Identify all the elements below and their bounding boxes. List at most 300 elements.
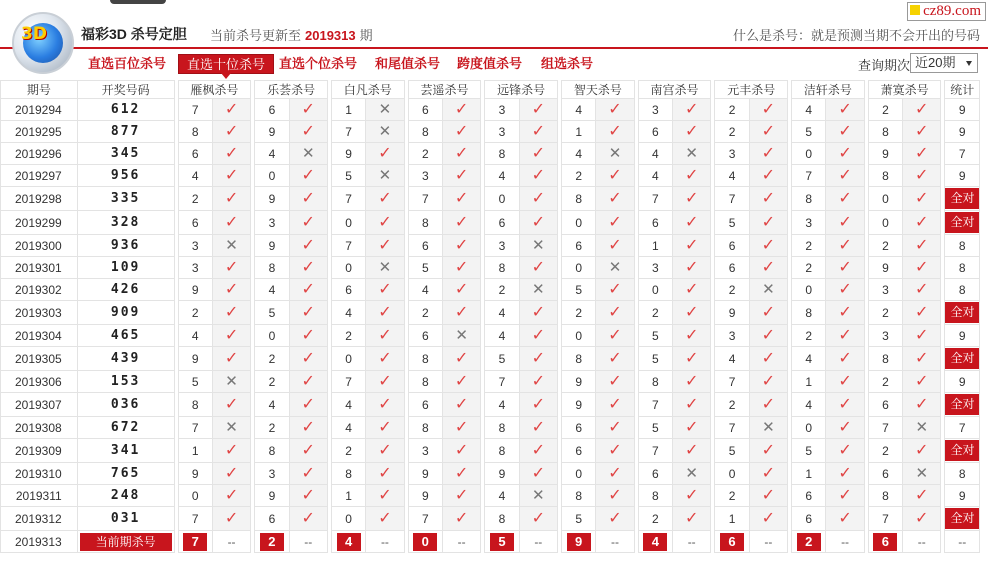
check-icon: ✓ [673,301,711,325]
check-icon: ✓ [826,99,864,121]
kill-number-cell: 9 [868,257,902,279]
kill-number-cell: 3 [868,325,902,347]
page-title: 福彩3D 杀号定胆 [81,26,187,42]
check-icon: ✓ [596,347,634,371]
kill-number-cell: 6 [408,99,442,121]
kill-number-cell: 8 [178,393,212,417]
kill-number-cell: 6 [638,121,672,143]
kill-number-cell: 2 [638,507,672,531]
prediction-number: 4 [643,533,667,551]
kill-number-cell: 3 [255,463,289,485]
cross-icon: ✕ [366,165,404,187]
table-row [1,325,980,347]
kill-number-cell: 9 [562,393,596,417]
check-icon: ✓ [903,393,941,417]
update-prefix: 当前杀号更新至 [210,28,302,43]
prediction-number: 2 [260,533,284,551]
check-icon: ✓ [366,485,404,507]
cross-icon: ✕ [903,417,941,439]
prediction-cell [255,531,289,553]
period-cell: 2019298 [1,187,78,211]
check-icon: ✓ [826,439,864,463]
kill-number-cell: 4 [792,393,826,417]
check-icon: ✓ [212,463,250,485]
table-row [1,417,980,439]
check-icon: ✓ [519,121,557,143]
stat-cell: 9 [945,325,980,347]
kill-number-cell: 3 [638,99,672,121]
kill-number-cell: 8 [485,439,519,463]
kill-number-cell: 5 [638,417,672,439]
check-icon: ✓ [366,279,404,301]
kill-number-cell: 7 [868,507,902,531]
check-icon: ✓ [749,257,787,279]
kill-number-cell: 9 [408,485,442,507]
check-icon: ✓ [289,187,327,211]
cross-icon: ✕ [673,143,711,165]
period-select[interactable] [910,53,978,73]
kill-number-cell: 8 [485,257,519,279]
check-icon: ✓ [366,211,404,235]
kill-number-cell: 8 [562,347,596,371]
kill-number-cell: 3 [792,211,826,235]
check-icon: ✓ [289,507,327,531]
kill-number-cell: 5 [255,301,289,325]
logo-top-decoration [110,0,166,4]
kill-number-cell: 2 [408,143,442,165]
kill-number-cell: 8 [178,121,212,143]
kill-number-cell: 7 [408,187,442,211]
prediction-cell [178,531,212,553]
kill-number-cell: 8 [868,485,902,507]
kill-number-cell: 2 [638,301,672,325]
col-expert-header: 元丰杀号 [715,81,788,99]
check-icon: ✓ [749,393,787,417]
kill-number-cell: 0 [715,463,749,485]
nav-units-kill[interactable]: 直选个位杀号 [279,56,358,71]
check-icon: ✓ [903,371,941,393]
cross-icon: ✕ [289,143,327,165]
check-icon: ✓ [289,439,327,463]
check-icon: ✓ [903,507,941,531]
kill-number-cell: 5 [562,279,596,301]
kill-number-cell: 0 [485,187,519,211]
kill-number-cell: 8 [485,143,519,165]
logo-text: 3D [21,24,47,44]
kill-number-cell: 4 [638,143,672,165]
check-icon: ✓ [903,99,941,121]
check-icon: ✓ [212,393,250,417]
check-icon: ✓ [673,99,711,121]
col-draw-header: 开奖号码 [77,81,174,99]
check-icon: ✓ [519,347,557,371]
check-icon: ✓ [903,347,941,371]
table-row [1,187,980,211]
kill-number-cell: 6 [638,463,672,485]
col-expert-header: 白凡杀号 [331,81,404,99]
prediction-cell [485,531,519,553]
check-icon: ✓ [289,211,327,235]
kill-number-cell: 3 [638,257,672,279]
check-icon: ✓ [442,235,480,257]
kill-number-cell: 0 [178,485,212,507]
pending-mark: -- [749,531,787,553]
kill-number-cell: 1 [638,235,672,257]
period-cell: 2019295 [1,121,78,143]
kill-number-cell: 7 [715,371,749,393]
stat-cell: 7 [945,417,980,439]
table-row [1,121,980,143]
kill-number-cell: 2 [715,485,749,507]
check-icon: ✓ [749,439,787,463]
cross-icon: ✕ [442,325,480,347]
stat-cell: 9 [945,99,980,121]
kill-number-cell: 2 [715,279,749,301]
kill-number-cell: 6 [255,99,289,121]
draw-number-cell: 956 [77,165,174,187]
kill-number-cell: 6 [792,485,826,507]
check-icon: ✓ [749,165,787,187]
prediction-cell [792,531,826,553]
nav-sum-tail-kill[interactable]: 和尾值杀号 [375,56,441,71]
kill-number-cell: 4 [331,417,365,439]
kill-number-cell: 1 [331,485,365,507]
kill-number-cell: 7 [638,187,672,211]
check-icon: ✓ [673,485,711,507]
all-right-badge: 全对 [945,440,979,461]
col-expert-header: 洁轩杀号 [792,81,865,99]
brand-logo[interactable] [907,2,986,21]
check-icon: ✓ [366,463,404,485]
check-icon: ✓ [673,507,711,531]
all-right-badge: 全对 [945,348,979,369]
check-icon: ✓ [903,143,941,165]
kill-table [0,80,980,553]
kill-explanation: 什么是杀号：就是预测当期不会开出的号码 [732,28,980,43]
kill-number-cell: 8 [485,507,519,531]
kill-number-cell: 0 [331,507,365,531]
check-icon: ✓ [442,99,480,121]
kill-number-cell: 2 [562,301,596,325]
cross-icon: ✕ [903,463,941,485]
check-icon: ✓ [749,325,787,347]
check-icon: ✓ [366,187,404,211]
check-icon: ✓ [673,325,711,347]
check-icon: ✓ [366,235,404,257]
check-icon: ✓ [673,347,711,371]
check-icon: ✓ [519,99,557,121]
kill-number-cell: 1 [178,439,212,463]
table-row [1,165,980,187]
kill-number-cell: 8 [562,485,596,507]
kill-number-cell: 4 [331,301,365,325]
kill-number-cell: 8 [408,347,442,371]
kill-number-cell: 4 [562,99,596,121]
check-icon: ✓ [289,463,327,485]
kill-number-cell: 2 [715,121,749,143]
check-icon: ✓ [289,99,327,121]
check-icon: ✓ [212,257,250,279]
kill-number-cell: 2 [331,439,365,463]
check-icon: ✓ [903,187,941,211]
period-cell: 2019296 [1,143,78,165]
check-icon: ✓ [749,301,787,325]
check-icon: ✓ [212,439,250,463]
check-icon: ✓ [596,211,634,235]
period-cell: 2019300 [1,235,78,257]
draw-number-cell: 612 [77,99,174,121]
cross-icon: ✕ [519,235,557,257]
check-icon: ✓ [519,507,557,531]
check-icon: ✓ [903,121,941,143]
prediction-number: 0 [413,533,437,551]
check-icon: ✓ [212,485,250,507]
draw-number-cell: 036 [77,393,174,417]
update-suffix: 期 [359,28,373,43]
period-cell: 2019305 [1,347,78,371]
prediction-number: 9 [567,533,591,551]
kill-number-cell: 1 [792,371,826,393]
check-icon: ✓ [826,485,864,507]
check-icon: ✓ [903,301,941,325]
kill-number-cell: 6 [562,439,596,463]
col-expert-header: 智天杀号 [562,81,635,99]
kill-number-cell: 2 [562,165,596,187]
check-icon: ✓ [903,165,941,187]
kill-number-cell: 5 [715,211,749,235]
stat-cell [945,301,980,325]
check-icon: ✓ [826,507,864,531]
all-right-badge: 全对 [945,188,979,209]
nav-hundreds-kill[interactable]: 直选百位杀号 [88,56,167,71]
kill-number-cell: 2 [331,325,365,347]
check-icon: ✓ [366,347,404,371]
page-header [0,0,988,48]
kill-number-cell: 5 [485,347,519,371]
kill-number-cell: 4 [792,347,826,371]
kill-number-cell: 5 [792,121,826,143]
check-icon: ✓ [596,121,634,143]
kill-number-cell: 2 [255,347,289,371]
stat-cell: 9 [945,121,980,143]
kill-number-cell: 7 [178,417,212,439]
check-icon: ✓ [826,325,864,347]
pending-mark: -- [212,531,250,553]
check-icon: ✓ [289,417,327,439]
stat-cell [945,439,980,463]
check-icon: ✓ [826,393,864,417]
stat-cell: 9 [945,165,980,187]
kill-number-cell: 9 [408,463,442,485]
nav-group-kill[interactable]: 组选杀号 [541,56,594,71]
table-row [1,393,980,417]
kill-number-cell: 0 [255,165,289,187]
cross-icon: ✕ [596,257,634,279]
cross-icon: ✕ [212,417,250,439]
all-right-badge: 全对 [945,508,979,529]
table-row [1,485,980,507]
kill-number-cell: 5 [715,439,749,463]
kill-number-cell: 2 [868,301,902,325]
kill-number-cell: 4 [408,279,442,301]
kill-number-cell: 0 [792,417,826,439]
check-icon: ✓ [826,301,864,325]
kill-number-cell: 4 [178,165,212,187]
check-icon: ✓ [289,257,327,279]
kill-number-cell: 0 [331,347,365,371]
kill-number-cell: 6 [331,279,365,301]
check-icon: ✓ [289,325,327,347]
site-logo[interactable] [12,12,74,74]
kill-number-cell: 1 [331,99,365,121]
check-icon: ✓ [519,143,557,165]
kill-number-cell: 0 [255,325,289,347]
check-icon: ✓ [442,393,480,417]
kill-number-cell: 0 [562,257,596,279]
kill-number-cell: 9 [178,279,212,301]
draw-number-cell: 153 [77,371,174,393]
kill-number-cell: 8 [408,121,442,143]
kill-number-cell: 4 [255,393,289,417]
cross-icon: ✕ [673,463,711,485]
kill-number-cell: 0 [331,257,365,279]
table-row [1,279,980,301]
check-icon: ✓ [289,279,327,301]
check-icon: ✓ [366,143,404,165]
table-row [1,439,980,463]
period-cell: 2019303 [1,301,78,325]
check-icon: ✓ [673,393,711,417]
kill-number-cell: 9 [255,235,289,257]
kill-number-cell: 8 [638,485,672,507]
kill-number-cell: 8 [792,301,826,325]
check-icon: ✓ [289,121,327,143]
kill-number-cell: 6 [255,507,289,531]
kill-number-cell: 6 [408,393,442,417]
kill-number-cell: 8 [562,187,596,211]
check-icon: ✓ [673,439,711,463]
check-icon: ✓ [442,371,480,393]
kill-number-cell: 6 [562,235,596,257]
kill-number-cell: 4 [485,301,519,325]
kill-number-cell: 2 [408,301,442,325]
period-cell: 2019313 [1,531,78,553]
nav-span-kill[interactable]: 跨度值杀号 [457,56,523,71]
check-icon: ✓ [596,187,634,211]
check-icon: ✓ [596,99,634,121]
draw-number-cell: 439 [77,347,174,371]
kill-number-cell: 3 [178,235,212,257]
kill-number-cell: 9 [562,371,596,393]
kill-number-cell: 4 [715,165,749,187]
kill-number-cell: 0 [562,211,596,235]
check-icon: ✓ [826,417,864,439]
kill-number-cell: 7 [638,439,672,463]
col-stat-header: 统计 [945,81,980,99]
table-row [1,463,980,485]
check-icon: ✓ [212,121,250,143]
kill-number-cell: 6 [485,211,519,235]
table-row [1,507,980,531]
check-icon: ✓ [442,507,480,531]
kill-number-cell: 7 [331,187,365,211]
check-icon: ✓ [903,325,941,347]
check-icon: ✓ [749,463,787,485]
col-period-header: 期号 [1,81,78,99]
check-icon: ✓ [442,439,480,463]
pending-mark: -- [366,531,404,553]
check-icon: ✓ [519,393,557,417]
check-icon: ✓ [826,121,864,143]
check-icon: ✓ [673,165,711,187]
brand-text: cz89.com [923,3,981,19]
check-icon: ✓ [749,507,787,531]
prediction-number: 2 [797,533,821,551]
check-icon: ✓ [826,235,864,257]
cross-icon: ✕ [212,371,250,393]
kill-number-cell: 3 [408,439,442,463]
kill-number-cell: 2 [255,371,289,393]
kill-number-cell: 8 [868,347,902,371]
kill-number-cell: 7 [485,371,519,393]
pending-mark: -- [826,531,864,553]
draw-number-cell: 465 [77,325,174,347]
check-icon: ✓ [673,211,711,235]
check-icon: ✓ [673,187,711,211]
nav-tens-kill[interactable]: 直选十位杀号 [178,54,274,74]
prediction-cell [715,531,749,553]
kill-number-cell: 8 [255,257,289,279]
check-icon: ✓ [673,371,711,393]
cross-icon: ✕ [519,485,557,507]
check-icon: ✓ [596,301,634,325]
kill-number-cell: 3 [715,325,749,347]
check-icon: ✓ [212,279,250,301]
current-kill-label: 当前期杀号 [80,533,172,551]
kill-number-cell: 2 [178,301,212,325]
draw-number-cell: 109 [77,257,174,279]
check-icon: ✓ [903,279,941,301]
prediction-cell [868,531,902,553]
kill-number-cell: 9 [868,143,902,165]
col-expert-header: 芸遥杀号 [408,81,481,99]
check-icon: ✓ [519,211,557,235]
check-icon: ✓ [212,143,250,165]
check-icon: ✓ [673,257,711,279]
kill-number-cell: 4 [638,165,672,187]
table-row [1,257,980,279]
kill-number-cell: 0 [562,325,596,347]
check-icon: ✓ [749,211,787,235]
chevron-down-icon [966,61,972,66]
update-info [210,25,373,44]
kill-number-cell: 2 [178,187,212,211]
update-period: 2019313 [305,28,356,43]
kill-number-cell: 8 [868,165,902,187]
check-icon: ✓ [596,371,634,393]
stat-cell: 9 [945,371,980,393]
check-icon: ✓ [826,279,864,301]
kill-number-cell: 6 [868,463,902,485]
draw-number-cell: 672 [77,417,174,439]
kill-number-cell: 6 [178,143,212,165]
pending-mark: -- [289,531,327,553]
table-row [1,371,980,393]
kill-number-cell: 9 [255,187,289,211]
check-icon: ✓ [749,485,787,507]
prediction-number: 6 [873,533,897,551]
check-icon: ✓ [289,347,327,371]
